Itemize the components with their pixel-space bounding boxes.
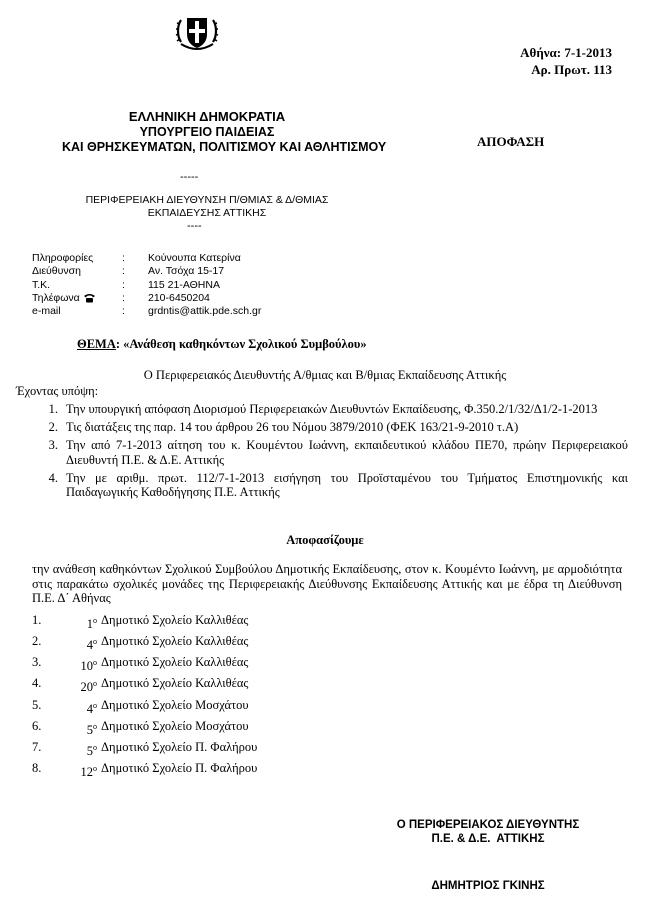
list-item: [20, 471, 630, 500]
list-item: [32, 612, 257, 633]
list-item: [32, 760, 257, 781]
list-item: [32, 697, 257, 718]
assignment-text: την ανάθεση καθηκόντων Σχολικού Συμβούλου Δημοτικής Εκπαίδευσης, στον κ. Κουμέντο Ιωάννη, με αρμοδιότητα στις παρακάτω σχολικές μονάδες της Περιφερειακής Διεύθυνσης Εκπαίδευσης Αττικής και με έδρα τη Διεύθυνση Π.Ε. Δ΄ Αθήνας: [32, 562, 622, 605]
item-number: 4.: [48, 470, 58, 485]
list-item: [32, 718, 257, 739]
item-number: 3.: [32, 655, 42, 670]
contact-info: [32, 252, 261, 318]
item-number: 2.: [32, 634, 42, 649]
contact-row: [32, 252, 261, 265]
telephone-icon: [83, 293, 96, 303]
regional-directorate: [62, 194, 352, 220]
school-ordinal: [62, 739, 101, 760]
list-item: [20, 420, 630, 435]
greek-coat-of-arms-icon: [175, 12, 219, 56]
item-number: 3.: [48, 438, 58, 452]
ordinal-number: 4: [86, 701, 93, 716]
decision-heading: Αποφασίζουμε: [286, 533, 364, 547]
item-number: 8.: [32, 761, 42, 776]
item-number: 6.: [32, 718, 42, 733]
contact-colon: :: [122, 265, 125, 278]
item-text: Την υπουργική απόφαση Διορισμού Περιφερειακών Διευθυντών Εκπαίδευσης, Φ.350.2/1/32/Δ1/2-1-2013: [66, 402, 598, 416]
contact-row: [32, 292, 261, 305]
contact-colon: :: [122, 305, 125, 318]
contact-label-phone: [32, 292, 122, 305]
school-name: Δημοτικό Σχολείο Καλλιθέας: [101, 655, 249, 670]
school-ordinal: [62, 675, 101, 696]
contact-label: Διεύθυνση: [32, 265, 81, 278]
school-ordinal: [62, 633, 101, 654]
signatory-title-line-2: Π.Ε. & Δ.Ε. ΑΤΤΙΚΗΣ: [431, 833, 545, 845]
ordinal-suffix: ο: [93, 616, 97, 625]
contact-value: Κούνουπα Κατερίνα: [148, 252, 241, 264]
document-date: Αθήνα: 7-1-2013: [520, 45, 612, 60]
separator: ----: [187, 220, 202, 232]
contact-colon: :: [122, 252, 125, 264]
item-text: Την με αριθμ. πρωτ. 112/7-1-2013 εισήγηση του Προϊσταμένου του Τμήματος Επιστημονικής και Παιδαγωγικής Καθοδήγησης Π.Ε. Αττικής: [66, 470, 628, 499]
phone-label-text: Τηλέφωνα: [32, 291, 80, 304]
school-name: Δημοτικό Σχολείο Μοσχάτου: [101, 697, 249, 712]
protocol-number: Αρ. Πρωτ. 113: [531, 62, 612, 77]
school-name: Δημοτικό Σχολείο Π. Φαλήρου: [101, 761, 258, 776]
item-number: 4.: [32, 676, 42, 691]
region-line-1: ΠΕΡΙΦΕΡΕΙΑΚΗ ΔΙΕΥΘΥΝΣΗ Π/ΘΜΙΑΣ & Δ/ΘΜΙΑΣ: [85, 194, 329, 206]
item-number: 5.: [32, 697, 42, 712]
list-item: [32, 654, 257, 675]
item-number: 2.: [48, 420, 58, 434]
separator: -----: [180, 171, 199, 183]
school-name: Δημοτικό Σχολείο Μοσχάτου: [101, 718, 249, 733]
ordinal-number: 12: [80, 765, 93, 780]
signatory-title-line-1: Ο ΠΕΡΙΦΕΡΕΙΑΚΟΣ ΔΙΕΥΘΥΝΤΗΣ: [396, 819, 580, 831]
contact-label: Πληροφορίες: [32, 252, 94, 264]
ordinal-suffix: ο: [93, 764, 97, 774]
list-item: [20, 438, 630, 467]
ordinal-suffix: ο: [93, 742, 97, 752]
contact-value: 210-6450204: [148, 291, 210, 304]
school-name: Δημοτικό Σχολείο Καλλιθέας: [101, 634, 249, 649]
considering-heading: Έχοντας υπόψη:: [16, 384, 99, 398]
school-ordinal: [62, 718, 101, 739]
region-line-2: ΕΚΠΑΙΔΕΥΣΗΣ ΑΤΤΙΚΗΣ: [147, 207, 267, 219]
ordinal-suffix: ο: [93, 658, 97, 668]
school-name: Δημοτικό Σχολείο Καλλιθέας: [101, 676, 249, 691]
considerations-list: [20, 402, 630, 503]
school-ordinal: [62, 612, 101, 633]
contact-label: Τ.Κ.: [32, 278, 51, 291]
contact-value-email: grdntis@attik.pde.sch.gr: [148, 305, 262, 318]
date-protocol-block: [520, 44, 612, 78]
ministry-line-2: ΚΑΙ ΘΡΗΣΚΕΥΜΑΤΩΝ, ΠΟΛΙΤΙΣΜΟΥ ΚΑΙ ΑΘΛΗΤΙΣΜΟΥ: [62, 140, 387, 154]
issuing-authority: [62, 108, 387, 155]
signatory-name: ΔΗΜΗΤΡΙΟΣ ΓΚΙΝΗΣ: [431, 880, 545, 892]
subject-line: [77, 337, 367, 352]
contact-label: e-mail: [32, 305, 61, 318]
ordinal-number: 5: [86, 744, 93, 759]
ordinal-number: 20: [80, 680, 93, 695]
list-item: [32, 633, 257, 654]
schools-list: [32, 612, 257, 781]
item-text: Την από 7-1-2013 αίτηση του κ. Κουμέντου Ιωάννη, εκπαιδευτικού κλάδου ΠΕ70, πρώην Περιφερειακού Διευθυντή Π.Ε. & Δ.Ε. Αττικής: [66, 438, 628, 467]
contact-value: 115 21-ΑΘΗΝΑ: [148, 278, 220, 291]
school-ordinal: [62, 760, 101, 781]
ministry-line-1: ΥΠΟΥΡΓΕΙΟ ΠΑΙΔΕΙΑΣ: [139, 125, 275, 139]
director-statement: Ο Περιφερειακός Διευθυντής Α/θμιας και Β/θμιας Εκπαίδευσης Αττικής: [143, 368, 507, 382]
contact-colon: :: [122, 291, 125, 304]
school-name: Δημοτικό Σχολείο Καλλιθέας: [101, 613, 249, 627]
ordinal-suffix: ο: [93, 637, 97, 647]
ordinal-number: 10: [80, 659, 93, 674]
decision-label: ΑΠΟΦΑΣΗ: [477, 134, 545, 149]
subject-text: : «Ανάθεση καθηκόντων Σχολικού Συμβούλου»: [115, 337, 367, 351]
contact-row: [32, 305, 261, 318]
ordinal-suffix: ο: [93, 700, 97, 710]
list-item: [20, 402, 630, 417]
item-text: Τις διατάξεις της παρ. 14 του άρθρου 26 του Νόμου 3879/2010 (ΦΕΚ 163/21-9-2010 τ.Α): [66, 420, 519, 434]
contact-row: [32, 279, 261, 292]
signature-title: [360, 818, 616, 846]
country-name: ΕΛΛΗΝΙΚΗ ΔΗΜΟΚΡΑΤΙΑ: [128, 109, 286, 124]
item-number: 1.: [32, 613, 42, 627]
school-name: Δημοτικό Σχολείο Π. Φαλήρου: [101, 739, 258, 754]
ordinal-number: 1: [86, 617, 93, 632]
list-item: [32, 675, 257, 696]
ordinal-number: 4: [86, 638, 93, 653]
ordinal-suffix: ο: [93, 721, 97, 731]
ordinal-number: 5: [86, 722, 93, 737]
contact-colon: :: [122, 278, 125, 291]
item-number: 7.: [32, 739, 42, 754]
contact-row: [32, 265, 261, 278]
list-item: [32, 739, 257, 760]
contact-value: Αν. Τσόχα 15-17: [148, 265, 225, 278]
school-ordinal: [62, 697, 101, 718]
subject-label: ΘΕΜΑ: [77, 337, 116, 351]
ordinal-suffix: ο: [93, 679, 97, 689]
item-number: 1.: [48, 402, 58, 416]
school-ordinal: [62, 654, 101, 675]
